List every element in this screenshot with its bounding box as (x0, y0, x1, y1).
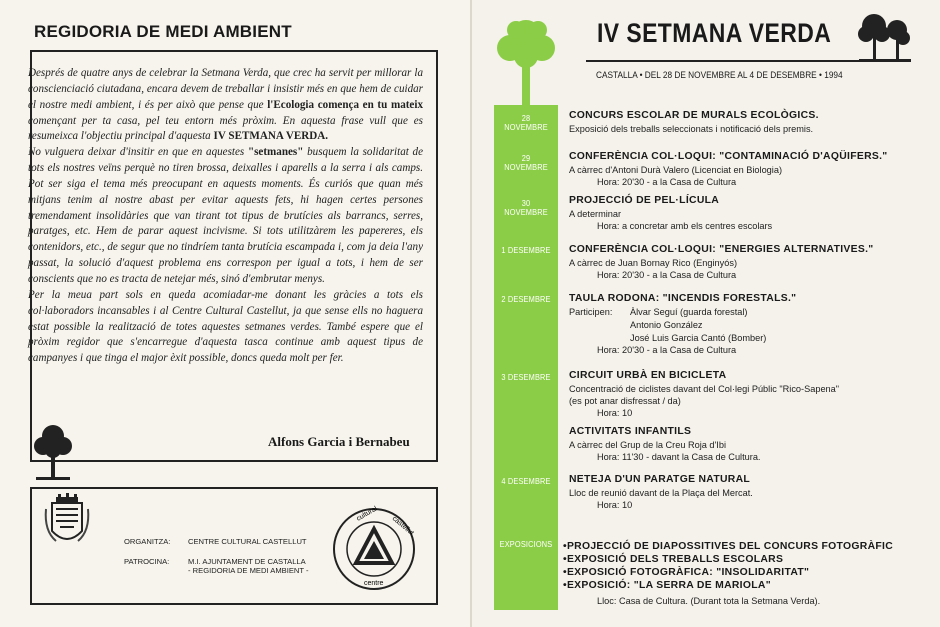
letter-paragraph-1: Després de quatre anys de celebrar la Setmana Verda, que crec ha servit per millorar la conscienciació ciutadana, encara devem de treballar i insistir més en que hem de cuidar el nostre medi ambient, i és per això que pense que l'Ecologia comença en tu mateix començant per ta casa, pel teu entorn més pròxim. En aquesta frase vull que es resumeixca l'objectiu principal d'aquesta IV SETMANA VERDA. (28, 67, 423, 143)
day-label-28-nov: 28 NOVEMBRE (504, 114, 548, 132)
event-round-table-time: Hora: 20'30 - a la Casa de Cultura (597, 345, 737, 355)
event-energies-title: CONFERÈNCIA COL·LOQUI: "ENERGIES ALTERNATIVES." (569, 244, 874, 255)
event-aquifers-time: Hora: 20'30 - a la Casa de Cultura (597, 177, 737, 187)
timeline-bar (494, 105, 558, 610)
event-round-table-label: Participen: (569, 307, 613, 317)
exhibition-mariola: •EXPOSICIÓ: "LA SERRA DE MARIOLA" (563, 580, 771, 591)
event-film-time: Hora: a concretar amb els centres escolars (597, 221, 773, 231)
event-kids-time: Hora: 11'30 - davant la Casa de Cultura. (597, 452, 761, 462)
event-murals-desc: Exposició dels treballs seleccionats i notificació dels premis. (569, 124, 814, 134)
event-aquifers-speaker: A càrrec d'Antoni Durà Valero (Licenciat en Biologia) (569, 165, 783, 175)
regidoria-title: REGIDORIA DE MEDI AMBIENT (34, 22, 292, 41)
event-film-title: PROJECCIÓ DE PEL·LÍCULA (569, 195, 720, 206)
event-cleanup-time: Hora: 10 (597, 500, 633, 510)
letter-paragraph-2: No vulguera deixar d'insitir en que en aquestes "setmanes" busquem la solidaritat de tots els nostres veïns perquè no tiren brossa, deixalles i aparells a la serra i als camps. Pot ser siga el tema més preocupant en aquests moments. És curiós que quan més mitjans tenim al nostre abast per evitar aquests fets, hi hagen certes persones tremendament insolidàries que van tirant tot tipus de brutícies als barrancs, serres, paratges, etc. Hem de parar aquest incivisme. Si tots utilitzàrem les papereres, els contenidors, etc., de segur que no tindríem tanta brutícia escampada i, com ja deia l'any passat, la solució d'aquest problema ens correspon per igual a tots, i hem de ser conscients que no es tracta de netejar més, sinó d'embrutar menys. (28, 146, 423, 285)
letter-paragraph-3: Per la meua part sols en queda acomiadar-me donant les gràcies a tots els col·laboradors incansables i al Centre Cultural Castellut, ja que sense ells no haguera estat possible la realització de totes aquestes setmanes verdes. També espere que el pròxim regidor que s'encarregue d'aquesta tasca continue amb aquest tipus de campanyes i que tinga el major èxit possible, doncs queda molt per fer. (28, 288, 423, 365)
green-tree-icon (494, 16, 558, 108)
event-energies-time: Hora: 20'30 - a la Casa de Cultura (597, 270, 737, 280)
event-bike-note: (es pot anar disfressat / da) (569, 396, 681, 406)
letter-body (28, 66, 423, 367)
patrocina-value-2: - REGIDORIA DE MEDI AMBIENT - (188, 566, 309, 575)
day-label-30-nov: 30 NOVEMBRE (504, 199, 548, 217)
event-aquifers-title: CONFERÈNCIA COL·LOQUI: "CONTAMINACIÓ D'AQÜIFERS." (569, 151, 888, 162)
trees-icon (857, 8, 913, 64)
organitza-label: ORGANITZA: (124, 537, 171, 546)
exhibition-school-works: •EXPOSICIÓ DELS TREBALLS ESCOLARS (563, 554, 784, 565)
coat-of-arms-icon (42, 493, 92, 553)
event-participant-2: Antonio González (630, 320, 703, 330)
exhibition-photo: •EXPOSICIÓ FOTOGRÀFICA: "INSOLIDARITAT" (563, 567, 810, 578)
logo-text-bottom: centre (364, 580, 384, 587)
logo-text-top: cultural (355, 505, 379, 523)
event-round-table-title: TAULA RODONA: "INCENDIS FORESTALS." (569, 293, 797, 304)
event-bike-time: Hora: 10 (597, 408, 633, 418)
logo-text-right: castellut (390, 515, 415, 538)
exhibition-slides: •PROJECCIÓ DE DIAPOSSITIVES DEL CONCURS FOTOGRÀFIC (563, 541, 894, 552)
day-label-2-des: 2 DESEMBRE (501, 295, 551, 304)
event-kids-title: ACTIVITATS INFANTILS (569, 426, 692, 437)
event-participant-1: Àlvar Seguí (guarda forestal) (630, 307, 748, 317)
day-label-3-des: 3 DESEMBRE (501, 373, 551, 382)
exhibition-location: Lloc: Casa de Cultura. (Durant tota la Setmana Verda). (597, 596, 821, 606)
event-bike-title: CIRCUIT URBÀ EN BICICLETA (569, 370, 727, 381)
day-label-29-nov: 29 NOVEMBRE (504, 154, 548, 172)
event-cleanup-title: NETEJA D'UN PARATGE NATURAL (569, 474, 751, 485)
signature: Alfons Garcia i Bernabeu (268, 434, 410, 449)
small-tree-icon (32, 420, 74, 482)
patrocina-value-1: M.I. AJUNTAMENT DE CASTALLA (188, 557, 306, 566)
event-kids-desc: A càrrec del Grup de la Creu Roja d'Ibi (569, 440, 726, 450)
centre-cultural-logo-icon (330, 505, 418, 593)
event-murals-title: CONCURS ESCOLAR DE MURALS ECOLÒGICS. (569, 110, 819, 121)
title-rule (586, 60, 908, 62)
organitza-value: CENTRE CULTURAL CASTELLUT (188, 537, 307, 546)
event-bike-desc: Concentració de ciclistes davant del Col·legi Públic "Rico-Sapena" (569, 384, 840, 394)
event-title: IV SETMANA VERDA (597, 18, 832, 48)
event-energies-speaker: A càrrec de Juan Bornay Rico (Enginyós) (569, 258, 738, 268)
event-dates: CASTALLA • DEL 28 DE NOVEMBRE AL 4 DE DESEMBRE • 1994 (596, 70, 843, 80)
event-film-desc: A determinar (569, 209, 622, 219)
day-label-4-des: 4 DESEMBRE (501, 477, 551, 486)
patrocina-label: PATROCINA: (124, 557, 170, 566)
day-label-exposicions: EXPOSICIONS (499, 540, 553, 549)
event-cleanup-desc: Lloc de reunió davant de la Plaça del Mercat. (569, 488, 753, 498)
event-participant-3: José Luis Garcia Cantó (Bomber) (630, 333, 767, 343)
day-label-1-des: 1 DESEMBRE (501, 246, 551, 255)
